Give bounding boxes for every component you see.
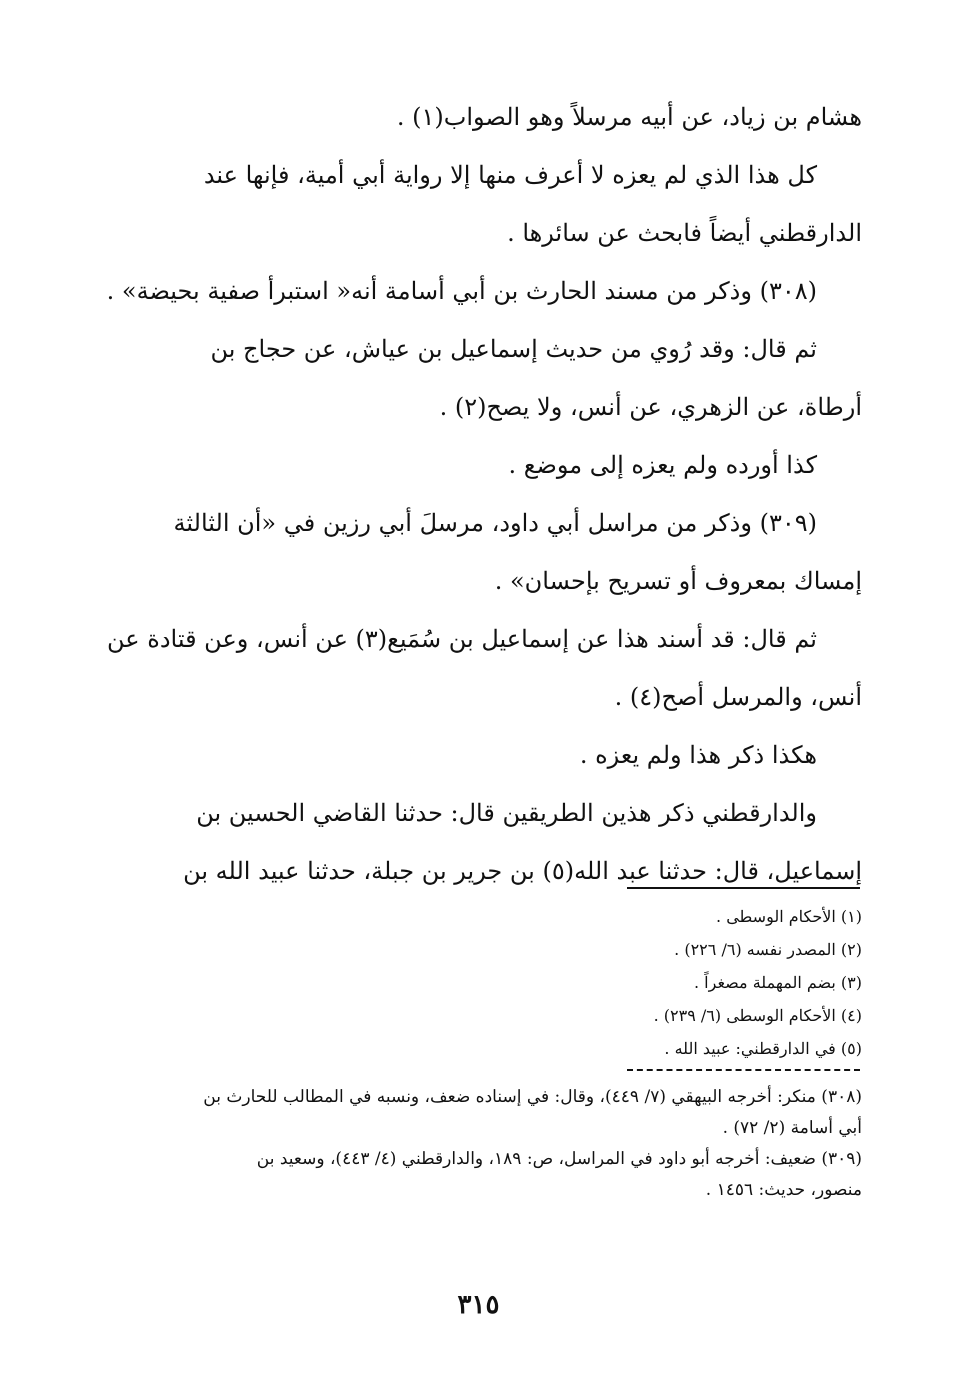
text-line: ثم قال: وقد رُوي من حديث إسماعيل بن عياش، عن حجاج بن — [210, 335, 817, 363]
footnote-separator — [627, 887, 860, 889]
footnote: (٥) في الدارقطني: عبيد الله . — [664, 1039, 862, 1058]
text-line: هكذا ذكر هذا ولم يعزه . — [579, 741, 817, 769]
text-line: والدارقطني ذكر هذين الطريقين قال: حدثنا القاضي الحسين بن — [196, 799, 817, 827]
main-text — [106, 88, 862, 900]
page-number: ٣١٥ — [457, 1290, 500, 1320]
footnote: (١) الأحكام الوسطى . — [716, 907, 862, 926]
text-line: إمساك بمعروف أو تسريح بإحسان» . — [494, 567, 862, 595]
takhrij-line: (٣٠٩) ضعيف: أخرجه أبو داود في المراسل، ص: ١٨٩، والدارقطني (٤/ ٤٤٣)، وسعيد بن — [256, 1149, 862, 1169]
takhrij-notes — [150, 1082, 862, 1206]
text-line: كذا أورده ولم يعزه إلى موضع . — [508, 451, 817, 479]
hadith-308-heading: (٣٠٨) وذكر من مسند الحارث بن أبي أسامة أنه« استبرأ صفية بحيضة» . — [106, 277, 817, 305]
text-line: كل هذا الذي لم يعزه لا أعرف منها إلا رواية أبي أمية، فإنها عند — [203, 161, 817, 189]
footnote: (٢) المصدر نفسه (٦/ ٢٢٦) . — [674, 940, 862, 959]
text-line: أرطاة، عن الزهري، عن أنس، ولا يصح(٢) . — [439, 393, 862, 421]
hadith-309-heading: (٣٠٩) وذكر من مراسل أبي داود، مرسلَ أبي رزين في «أن الثالثة — [173, 509, 817, 537]
text-line: الدارقطني أيضاً فابحث عن سائرها . — [507, 219, 862, 247]
text-line: أنس، والمرسل أصح(٤) . — [614, 683, 862, 711]
takhrij-line: أبي أسامة (٢/ ٧٢) . — [722, 1118, 862, 1138]
text-line: إسماعيل، قال: حدثنا عبد الله(٥) بن جرير بن جبلة، حدثنا عبيد الله بن — [183, 857, 862, 885]
takhrij-line: (٣٠٨) منكر: أخرجه البيهقي (٧/ ٤٤٩)، وقال: في إسناده ضعف، ونسبه في المطالب للحارث بن — [203, 1087, 862, 1107]
commentary-separator — [627, 1069, 860, 1071]
text-line: ثم قال: قد أسند هذا عن إسماعيل بن سُمَيع(٣) عن أنس، وعن قتادة عن — [107, 625, 817, 653]
footnote: (٣) بضم المهملة مصغراً . — [694, 973, 862, 992]
footnote: (٤) الأحكام الوسطى (٦/ ٢٣٩) . — [653, 1006, 862, 1025]
text-line: هشام بن زياد، عن أبيه مرسلاً وهو الصواب(١) . — [396, 103, 862, 131]
footnotes — [150, 900, 862, 1065]
takhrij-line: منصور، حديث: ١٤٥٦ . — [705, 1180, 862, 1200]
